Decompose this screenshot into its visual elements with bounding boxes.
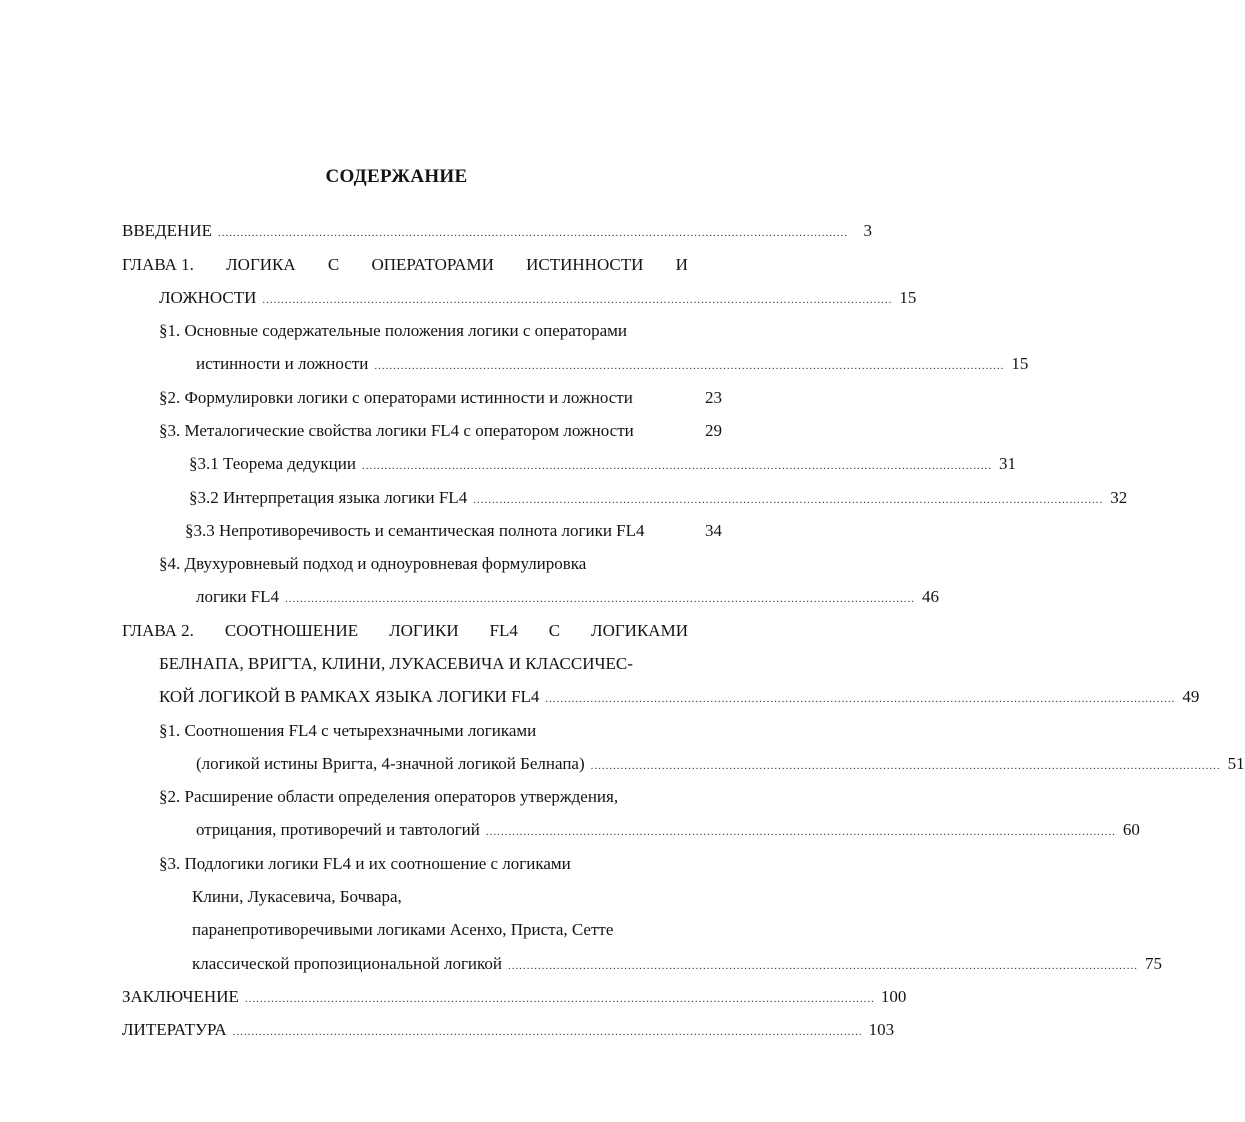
leader-dots: ........................................................................................................................................................................: [217, 227, 848, 239]
toc-entry-ch1-sec3-2: [189, 485, 1128, 511]
toc-entry-text: паранепротиворечивыми логиками Асенхо, Приста, Сетте: [192, 920, 614, 939]
toc-entry-ch2-sec3: [159, 851, 659, 877]
toc-entry-references: [122, 1017, 895, 1043]
heading-word: FL4: [489, 621, 518, 640]
toc-entry-text: классической пропозициональной логикой: [192, 954, 503, 973]
toc-entry-chapter-2-cont2: [159, 684, 1200, 710]
heading-word: ГЛАВА 2.: [122, 621, 194, 640]
toc-entry-ch1-sec3: [159, 418, 722, 444]
toc-entry-chapter-1-cont: [159, 285, 917, 311]
toc-entry-text: отрицания, противоречий и тавтологий: [196, 820, 480, 839]
toc-entry-ch2-sec1-cont: [196, 751, 1245, 777]
toc-entry-text: §2. Расширение области определения операторов утверждения,: [159, 787, 619, 806]
toc-entry-text: логики FL4: [196, 587, 279, 606]
leader-dots: ........................................................................................................................................................................: [285, 593, 915, 605]
toc-entry-conclusion: [122, 984, 907, 1010]
heading-word: С: [327, 255, 340, 274]
heading-word: ЛОГИКАМИ: [591, 621, 688, 640]
toc-entry-ch1-sec3-3: [185, 518, 722, 544]
heading-word: ОПЕРАТОРАМИ: [371, 255, 494, 274]
toc-entry-chapter-2-cont: [159, 651, 699, 677]
heading-word: С: [548, 621, 561, 640]
toc-entry-page: 46: [922, 587, 939, 606]
toc-entry-text: §3.3 Непротиворечивость и семантическая полнота логики FL4: [185, 521, 645, 540]
toc-entry-ch2-sec2: [159, 784, 689, 810]
toc-entry-ch1-sec2: [159, 385, 722, 411]
toc-entry-text: ВВЕДЕНИЕ: [122, 221, 212, 240]
toc-entry-page: 29: [705, 421, 722, 440]
toc-entry-ch1-sec3-1: [189, 451, 1016, 477]
toc-entry-text: §3. Металогические свойства логики FL4 с оператором ложности: [159, 421, 634, 440]
leader-dots: ........................................................................................................................................................................: [473, 494, 1104, 506]
toc-entry-text: §4. Двухуровневый подход и одноуровневая формулировка: [159, 554, 587, 573]
toc-entry-page: 51: [1227, 754, 1245, 773]
toc-entry-page: 31: [998, 454, 1016, 473]
toc-entry-text: БЕЛНАПА, ВРИГТА, КЛИНИ, ЛУКАСЕВИЧА И КЛАССИЧЕС-: [159, 654, 633, 673]
toc-entry-ch2-sec1: [159, 718, 659, 744]
heading-word: И: [675, 255, 688, 274]
toc-entry-page: 32: [1110, 488, 1128, 507]
leader-dots: ........................................................................................................................................................................: [485, 826, 1116, 838]
toc-entry-ch1-sec1: [159, 318, 689, 344]
leader-dots: ........................................................................................................................................................................: [508, 960, 1139, 972]
toc-entry-text: истинности и ложности: [196, 354, 369, 373]
leader-dots: ........................................................................................................................................................................: [590, 760, 1221, 772]
toc-entry-introduction: [122, 218, 872, 244]
toc-entry-ch2-sec2-cont: [196, 817, 1140, 843]
toc-entry-text: §1. Основные содержательные положения логики с операторами: [159, 321, 627, 340]
toc-entry-page: 103: [868, 1020, 895, 1039]
heading-word: ЛОГИКИ: [389, 621, 459, 640]
toc-entry-ch1-sec4: [159, 551, 659, 577]
toc-entry-ch1-sec4-cont: [196, 584, 939, 610]
toc-entry-page: 49: [1182, 687, 1200, 706]
toc-entry-text: (логикой истины Вригта, 4-значной логикой Белнапа): [196, 754, 585, 773]
toc-entry-text: §2. Формулировки логики с операторами истинности и ложности: [159, 388, 633, 407]
toc-entry-page: 75: [1145, 954, 1163, 973]
toc-entry-text: §1. Соотношения FL4 с четырехзначными логиками: [159, 721, 537, 740]
toc-entry-chapter-2: [122, 618, 688, 644]
toc-entry-text: §3.1 Теорема дедукции: [189, 454, 356, 473]
toc-entry-text: §3. Подлогики логики FL4 и их соотношение с логиками: [159, 854, 571, 873]
toc-entry-ch1-sec1-cont: [196, 351, 1029, 377]
toc-entry-ch2-sec3-cont2: [192, 917, 692, 943]
toc-entry-page: 3: [863, 221, 872, 240]
toc-entry-text: КОЙ ЛОГИКОЙ В РАМКАХ ЯЗЫКА ЛОГИКИ FL4: [159, 687, 540, 706]
toc-entry-text: ЛОЖНОСТИ: [159, 288, 257, 307]
toc-entry-text: §3.2 Интерпретация языка логики FL4: [189, 488, 468, 507]
toc-entry-ch2-sec3-cont1: [192, 884, 592, 910]
toc-entry-chapter-1: [122, 252, 688, 278]
leader-dots: ........................................................................................................................................................................: [244, 993, 875, 1005]
heading-word: ЛОГИКА: [226, 255, 296, 274]
heading-word: СООТНОШЕНИЕ: [224, 621, 359, 640]
heading-word: ГЛАВА 1.: [122, 255, 194, 274]
toc-entry-page: 34: [705, 521, 722, 540]
leader-dots: ........................................................................................................................................................................: [545, 693, 1176, 705]
leader-dots: ........................................................................................................................................................................: [374, 360, 1005, 372]
toc-entry-page: 23: [705, 388, 722, 407]
toc-entry-page: 60: [1122, 820, 1140, 839]
toc-entry-page: 15: [1011, 354, 1029, 373]
leader-dots: ........................................................................................................................................................................: [262, 294, 893, 306]
toc-entry-text: Клини, Лукасевича, Бочвара,: [192, 887, 402, 906]
leader-dots: ........................................................................................................................................................................: [361, 460, 992, 472]
toc-entry-text: ЗАКЛЮЧЕНИЕ: [122, 987, 239, 1006]
toc-entry-ch2-sec3-cont3: [192, 951, 1163, 977]
toc-entry-page: 15: [899, 288, 917, 307]
heading-word: ИСТИННОСТИ: [526, 255, 644, 274]
toc-entry-text: ЛИТЕРАТУРА: [122, 1020, 227, 1039]
leader-dots: ........................................................................................................................................................................: [232, 1026, 863, 1038]
toc-entry-page: 100: [880, 987, 907, 1006]
page-title: СОДЕРЖАНИЕ: [325, 166, 468, 187]
